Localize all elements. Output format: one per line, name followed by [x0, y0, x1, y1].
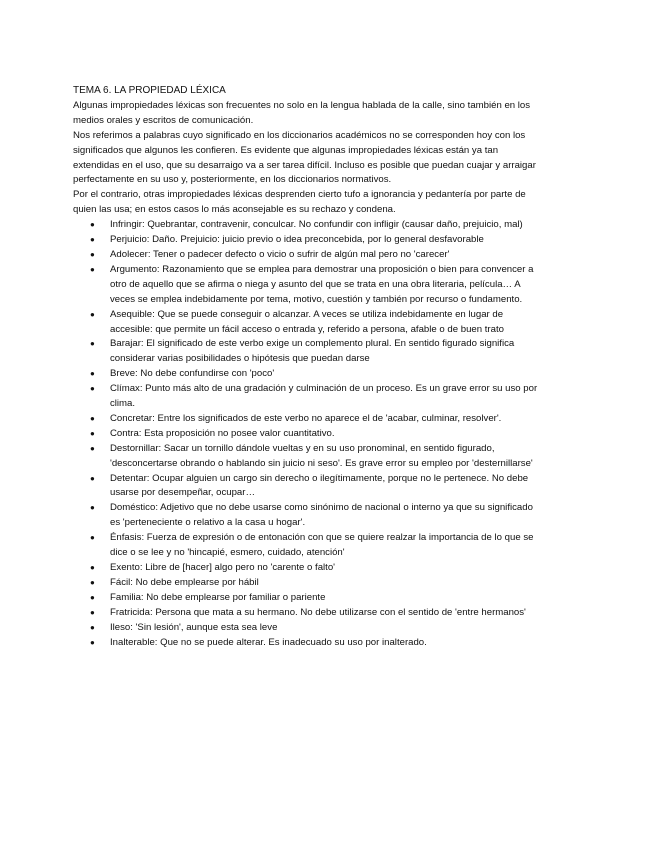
- list-item: [73, 367, 543, 382]
- document-body: [73, 84, 543, 650]
- list-item-text: Adolecer: Tener o padecer defecto o vicio o sufrir de algún mal pero no 'carecer': [110, 248, 450, 260]
- list-item-text: Detentar: Ocupar alguien un cargo sin derecho o ilegítimamente, porque no le pertenece. No debe usarse por desempeñar, ocupar…: [110, 472, 529, 499]
- bullet-icon: ●: [90, 428, 95, 438]
- bullet-icon: ●: [90, 384, 95, 394]
- list-item: [73, 337, 543, 367]
- bullet-icon: ●: [90, 473, 95, 483]
- page-title: TEMA 6. LA PROPIEDAD LÉXICA: [73, 85, 226, 96]
- bullet-icon: ●: [90, 309, 95, 319]
- list-item-text: Barajar: El significado de este verbo exige un complemento plural. En sentido figurado significa considerar varias posibilidades o hipótesis que puedan darse: [110, 338, 515, 365]
- list-item: [73, 576, 543, 591]
- intro-paragraph: Algunas impropiedades léxicas son frecuentes no solo en la lengua hablada de la calle, sino también en los medios orales y escritos de comunicación.: [73, 99, 531, 126]
- list-item-text: Infringir: Quebrantar, contravenir, conculcar. No confundir con infligir (causar daño, prejuicio, mal): [110, 219, 523, 231]
- list-item: [73, 263, 543, 308]
- list-item-text: Inalterable: Que no se puede alterar. Es inadecuado su uso por inalterado.: [110, 636, 427, 648]
- bullet-icon: ●: [90, 413, 95, 423]
- bullet-icon: ●: [90, 443, 95, 453]
- bullet-icon: ●: [90, 533, 95, 543]
- body-paragraph: Por el contrario, otras impropiedades léxicas desprenden cierto tufo a ignorancia y pedantería por parte de quien las usa; en estos casos lo más aconsejable es su rechazo y condena.: [73, 189, 526, 216]
- list-item: [73, 472, 543, 502]
- list-item: [73, 561, 543, 576]
- list-item-text: Destornillar: Sacar un tornillo dándole vueltas y en su uso pronominal, en sentido figurado, 'desconcertarse obrando o hablando sin juicio ni seso'. Es grave error su empleo por 'desternillarse': [110, 442, 533, 469]
- list-item: [73, 382, 543, 412]
- bullet-icon: ●: [90, 369, 95, 379]
- list-item-text: Argumento: Razonamiento que se emplea para demostrar una proposición o bien para convencer a otro de aquello que se afirma o niega y asunto del que se trata en una obra literaria, película… A veces se emplea indebidamente por tema, motivo, cuestión y también por recurso o fundamento.: [110, 263, 534, 305]
- list-item: [73, 591, 543, 606]
- list-item-text: Contra: Esta proposición no posee valor cuantitativo.: [110, 427, 335, 439]
- list-item: [73, 308, 543, 338]
- bullet-icon: ●: [90, 503, 95, 513]
- bullet-icon: ●: [90, 249, 95, 259]
- list-item: [73, 636, 543, 651]
- body-paragraph: Nos referimos a palabras cuyo significado en los diccionarios académicos no se corresponden hoy con los significados que algunos les confieren. Es evidente que algunas impropiedades léxicas están ya tan extendidas en el uso, que su desarraigo va a ser tarea difícil. Incluso es posible que puedan cuajar y arraigar perfectamente en su uso y, posteriormente, en los diccionarios normativos.: [73, 129, 536, 186]
- list-item-text: Perjuicio: Daño. Prejuicio: juicio previo o idea preconcebida, por lo general desfavorable: [110, 234, 484, 246]
- bullet-icon: ●: [90, 637, 95, 647]
- list-item-text: Doméstico: Adjetivo que no debe usarse como sinónimo de nacional o interno ya que su significado es 'perteneciente o relativo a la casa u hogar'.: [110, 502, 533, 529]
- list-item-text: Familia: No debe emplearse por familiar o pariente: [110, 591, 326, 603]
- list-item: [73, 501, 543, 531]
- list-item-text: Concretar: Entre los significados de este verbo no aparece el de 'acabar, culminar, resolver'.: [110, 412, 502, 424]
- bullet-icon: ●: [90, 592, 95, 602]
- bullet-icon: ●: [90, 339, 95, 349]
- list-item: [73, 248, 543, 263]
- list-item: [73, 531, 543, 561]
- list-item: [73, 442, 543, 472]
- bullet-icon: ●: [90, 235, 95, 245]
- list-item: [73, 233, 543, 248]
- bullet-icon: ●: [90, 220, 95, 230]
- list-item: [73, 621, 543, 636]
- list-item-text: Clímax: Punto más alto de una gradación y culminación de un proceso. Es un grave error su uso por clima.: [110, 383, 538, 410]
- term-list: [73, 218, 543, 650]
- list-item-text: Énfasis: Fuerza de expresión o de entonación con que se quiere realzar la importancia de lo que se dice o se lee y no 'hincapié, esmero, cuidado, atención': [110, 532, 534, 559]
- bullet-icon: ●: [90, 607, 95, 617]
- list-item-text: Asequible: Que se puede conseguir o alcanzar. A veces se utiliza indebidamente en lugar de accesible: que permite un fácil acceso o entrada y, referido a persona, afable o de buen trato: [110, 308, 504, 335]
- list-item-text: Breve: No debe confundirse con 'poco': [110, 368, 275, 380]
- list-item: [73, 412, 543, 427]
- list-item-text: Exento: Libre de [hacer] algo pero no 'carente o falto': [110, 562, 335, 573]
- list-item: [73, 427, 543, 442]
- list-item-text: Fratricida: Persona que mata a su hermano. No debe utilizarse con el sentido de 'entre hermanos': [110, 606, 526, 618]
- list-item: [73, 218, 543, 233]
- list-item-text: Ileso: 'Sin lesión', aunque esta sea leve: [110, 621, 278, 633]
- bullet-icon: ●: [90, 622, 95, 632]
- bullet-icon: ●: [90, 563, 95, 572]
- bullet-icon: ●: [90, 264, 95, 274]
- list-item-text: Fácil: No debe emplearse por hábil: [110, 576, 259, 588]
- bullet-icon: ●: [90, 577, 95, 587]
- list-item: [73, 606, 543, 621]
